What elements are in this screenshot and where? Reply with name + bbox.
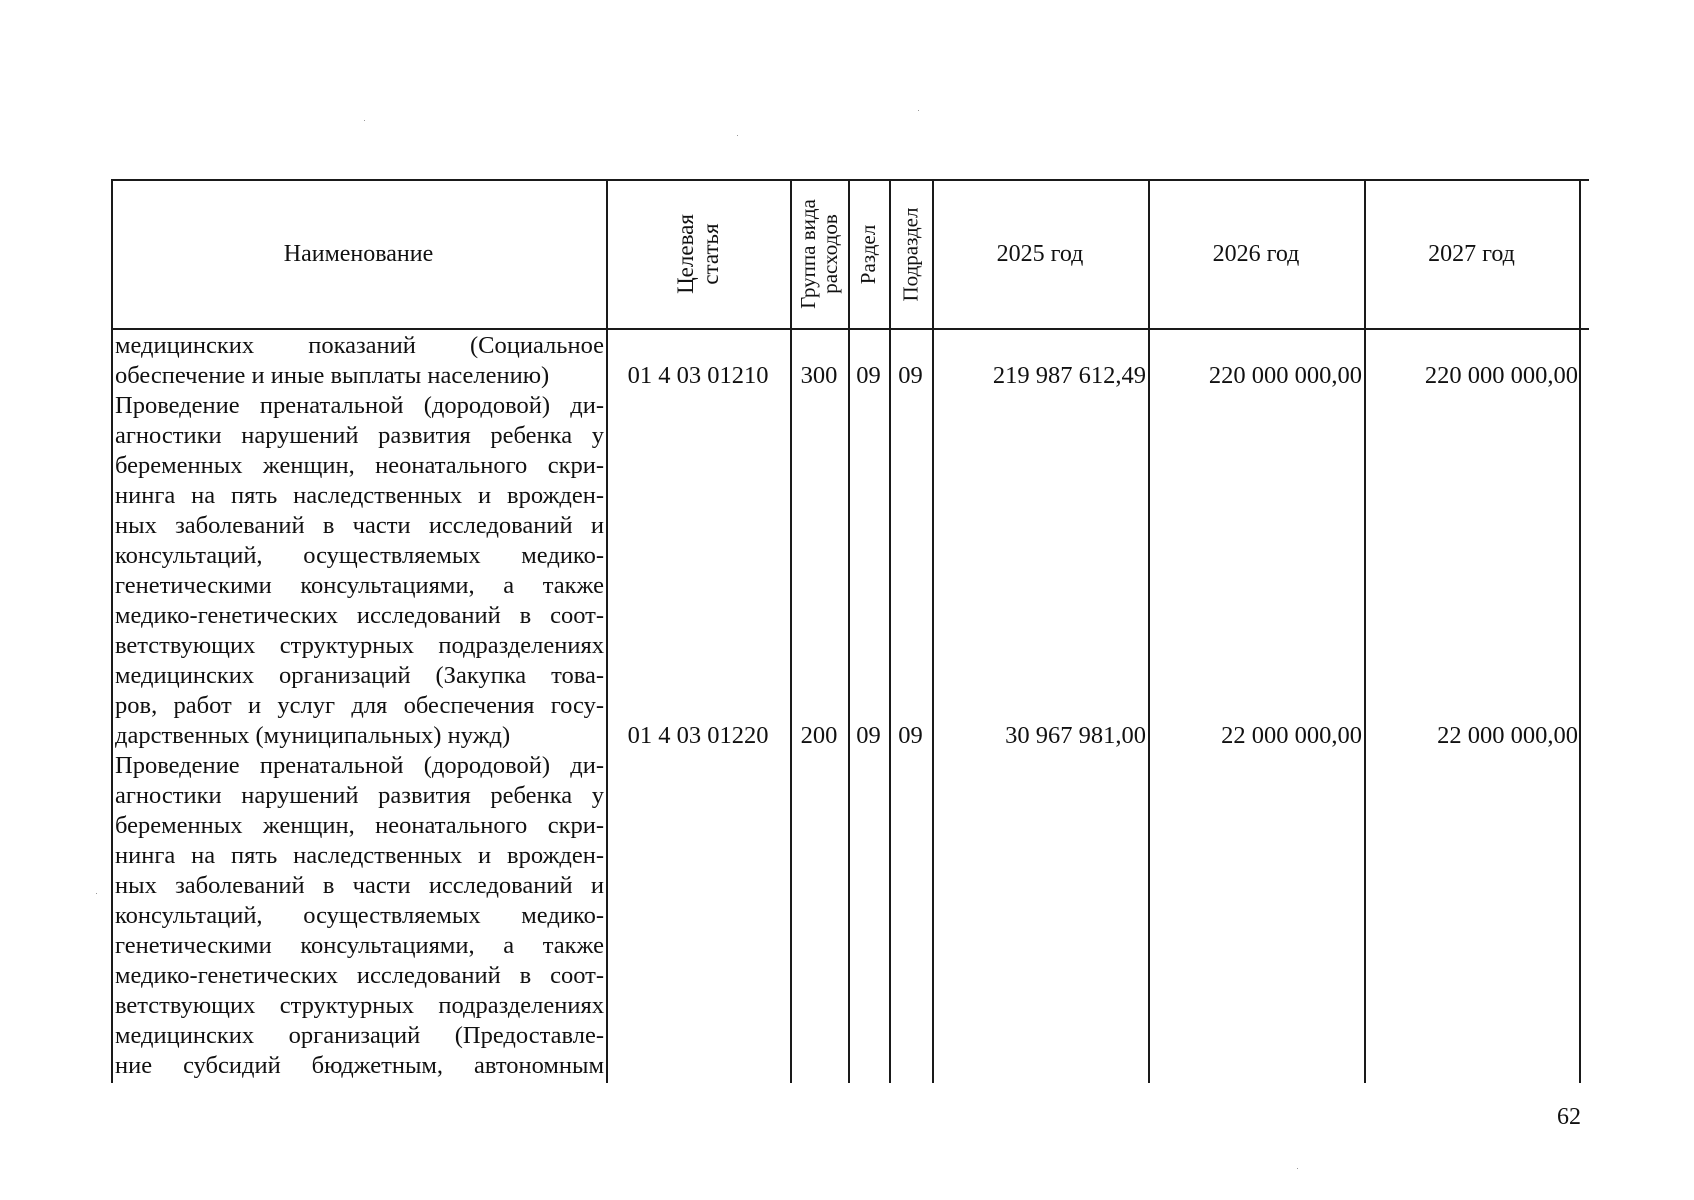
page-number: 62 <box>1557 1104 1581 1130</box>
scan-speck <box>918 110 919 111</box>
row-3-name-line: ветствующих структурных подразделениях <box>115 992 604 1019</box>
row-2-name-line: агностики нарушений развития ребенка у <box>115 422 604 449</box>
row-2-amount-2026: 22 000 000,00 <box>1221 722 1362 749</box>
table-row-1-name <box>115 331 604 391</box>
row-3-name-line: Проведение пренатальной (дородовой) ди- <box>115 752 604 779</box>
row-3-name-line: консультаций, осуществляемых медико- <box>115 902 604 929</box>
header-year-2026-text: 2026 год <box>1212 241 1300 267</box>
row-1-amount-2027: 220 000 000,00 <box>1424 362 1578 389</box>
header-name <box>111 179 606 329</box>
row-2-amount-2027: 22 000 000,00 <box>1437 722 1578 749</box>
row-3-name-line: медицинских организаций (Предоставле- <box>115 1022 604 1049</box>
row-1-expense-group: 300 <box>800 362 838 389</box>
scan-speck <box>737 135 738 136</box>
header-expense-group-line-1: Группа вида <box>796 199 820 309</box>
row-3-name-line: генетическими консультациями, а также <box>115 932 604 959</box>
row-2-name-line: беременных женщин, неонатального скри- <box>115 452 604 479</box>
row-2-name-line: генетическими консультациями, а также <box>115 572 604 599</box>
scan-speck <box>1297 1168 1298 1169</box>
header-year-2025-text: 2025 год <box>996 241 1084 267</box>
row-1-subsection: 09 <box>898 362 923 389</box>
row-2-name-line: медико-генетических исследований в соот- <box>115 602 604 629</box>
header-target-article <box>606 179 790 329</box>
table-row-3-name <box>115 751 604 1081</box>
row-1-name-line: медицинских показаний (Социальное <box>115 332 604 359</box>
header-target-article-line-1: Целевая <box>672 214 698 294</box>
row-1-amount-2025: 219 987 612,49 <box>992 362 1146 389</box>
row-3-name-line: беременных женщин, неонатального скри- <box>115 812 604 839</box>
row-2-subsection: 09 <box>898 722 923 749</box>
row-3-name-line: ных заболеваний в части исследований и <box>115 872 604 899</box>
header-target-article-line-2: статья <box>697 223 723 285</box>
table-right-border <box>1579 179 1581 1083</box>
row-1-target-article: 01 4 03 01210 <box>627 362 769 389</box>
scan-speck <box>364 120 365 121</box>
row-2-amount-2025: 30 967 981,00 <box>1005 722 1146 749</box>
row-2-name-line: дарственных (муниципальных) нужд) <box>115 722 511 749</box>
row-2-name-line: ных заболеваний в части исследований и <box>115 512 604 539</box>
header-year-2027-text: 2027 год <box>1428 241 1515 267</box>
row-1-amount-2026: 220 000 000,00 <box>1208 362 1362 389</box>
row-2-name-line: ров, работ и услуг для обеспечения госу- <box>115 692 604 719</box>
row-2-name-line: Проведение пренатальной (дородовой) ди- <box>115 392 604 419</box>
row-2-target-article: 01 4 03 01220 <box>627 722 769 749</box>
row-2-name-line: нинга на пять наследственных и врожден- <box>115 482 604 509</box>
header-expense-group-line-2: расходов <box>818 214 842 294</box>
row-2-expense-group: 200 <box>800 722 838 749</box>
row-3-name-line: нинга на пять наследственных и врожден- <box>115 842 604 869</box>
row-1-name-line: обеспечение и иные выплаты населению) <box>115 362 550 389</box>
header-name-text: Наименование <box>283 241 434 267</box>
row-1-section: 09 <box>856 362 881 389</box>
scan-speck <box>96 893 97 894</box>
row-2-name-line: консультаций, осуществляемых медико- <box>115 542 604 569</box>
header-subsection-text: Подраздел <box>898 207 922 301</box>
header-year-2027 <box>1364 179 1579 329</box>
row-2-section: 09 <box>856 722 881 749</box>
header-expense-group <box>790 179 848 329</box>
row-2-name-line: ветствующих структурных подразделениях <box>115 632 604 659</box>
header-year-2025 <box>932 179 1148 329</box>
row-2-name-line: медицинских организаций (Закупка това- <box>115 662 604 689</box>
header-section <box>848 179 889 329</box>
row-3-name-line: медико-генетических исследований в соот- <box>115 962 604 989</box>
header-year-2026 <box>1148 179 1364 329</box>
table-row-2-name <box>115 391 604 751</box>
row-3-name-line: ние субсидий бюджетным, автономным <box>115 1052 604 1079</box>
header-section-text: Раздел <box>856 224 880 284</box>
header-subsection <box>889 179 932 329</box>
row-3-name-line: агностики нарушений развития ребенка у <box>115 782 604 809</box>
